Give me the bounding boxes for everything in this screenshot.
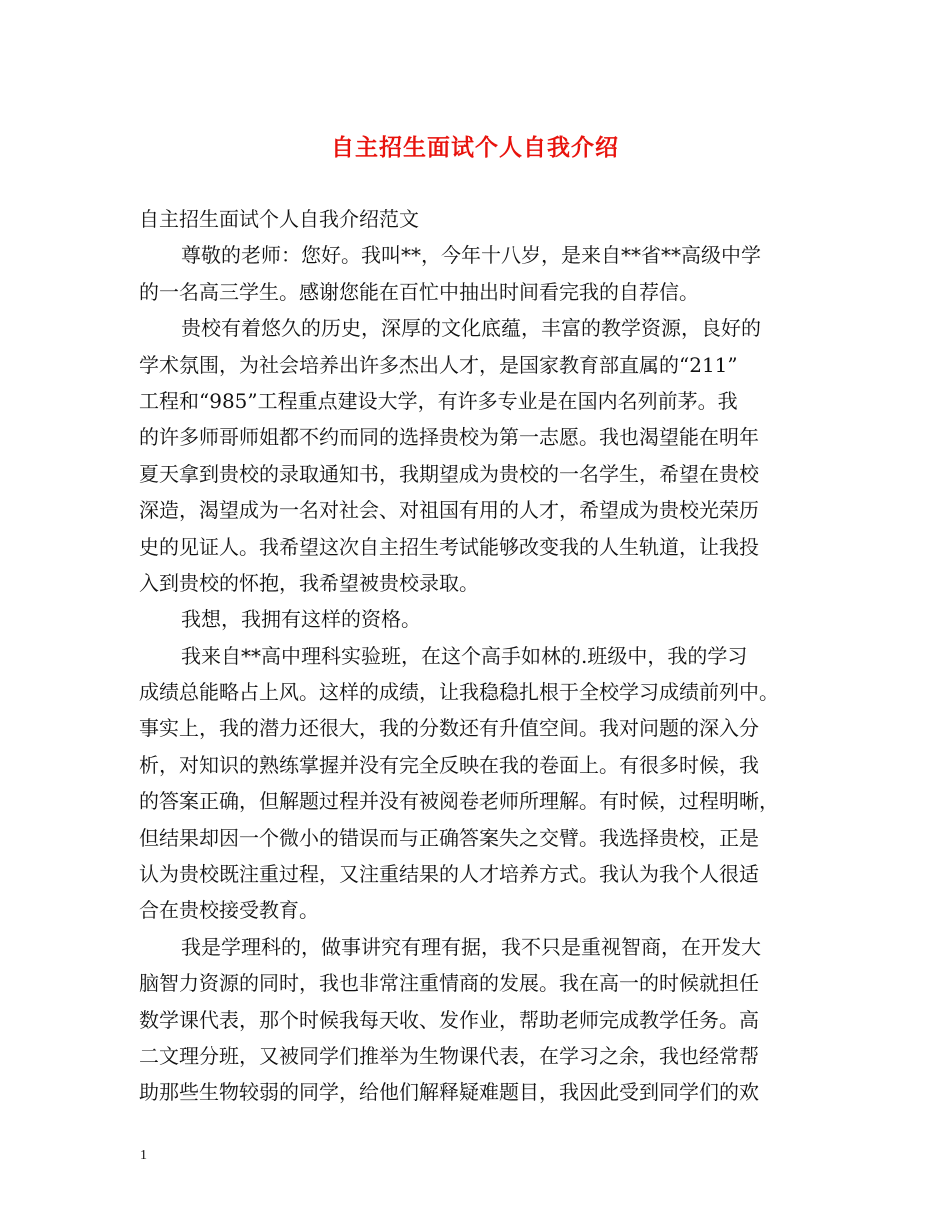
text-line: 脑智力资源的同时，我也非常注重情商的发展。我在高一的时候就担任 [139, 971, 759, 996]
text-line: 我想，我拥有这样的资格。 [181, 607, 421, 632]
text-line: 我来自**高中理科实验班，在这个高手如林的.班级中，我的学习 [181, 643, 748, 668]
text-line: 工程和“985”工程重点建设大学，有许多专业是在国内名列前茅。我 [139, 388, 738, 413]
text-line: 成绩总能略占上风。这样的成绩，让我稳稳扎根于全校学习成绩前列中。 [139, 680, 779, 705]
text-line: 学术氛围，为社会培养出许多杰出人才，是国家教育部直属的“211” [139, 352, 738, 377]
text-line: 合在贵校接受教育。 [139, 898, 319, 923]
text-line: 我是学理科的，做事讲究有理有据，我不只是重视智商，在开发大 [181, 934, 761, 959]
document-body [139, 201, 815, 1111]
text-line: 但结果却因一个微小的错误而与正确答案失之交臂。我选择贵校，正是 [139, 825, 759, 850]
text-line: 助那些生物较弱的同学，给他们解释疑难题目，我因此受到同学们的欢 [139, 1080, 759, 1105]
text-line: 尊敬的老师：您好。我叫**，今年十八岁，是来自**省**高级中学 [181, 243, 761, 268]
text-line: 的许多师哥师姐都不约而同的选择贵校为第一志愿。我也渴望能在明年 [139, 425, 759, 450]
page-number: 1 [140, 1148, 147, 1163]
text-line: 史的见证人。我希望这次自主招生考试能够改变我的人生轨道，让我投 [139, 534, 759, 559]
text-line: 的答案正确，但解题过程并没有被阅卷老师所理解。有时候，过程明晰， [139, 789, 779, 814]
text-line: 数学课代表，那个时候我每天收、发作业，帮助老师完成教学任务。高 [139, 1007, 759, 1032]
text-line: 事实上，我的潜力还很大，我的分数还有升值空间。我对问题的深入分 [139, 716, 759, 741]
text-line: 贵校有着悠久的历史，深厚的文化底蕴，丰富的教学资源，良好的 [181, 316, 761, 341]
text-line: 析，对知识的熟练掌握并没有完全反映在我的卷面上。有很多时候，我 [139, 752, 759, 777]
text-line: 夏天拿到贵校的录取通知书，我期望成为贵校的一名学生，希望在贵校 [139, 461, 759, 486]
page-title: 自主招生面试个人自我介绍 [331, 135, 619, 161]
text-line: 自主招生面试个人自我介绍范文 [139, 207, 419, 231]
text-line: 入到贵校的怀抱，我希望被贵校录取。 [139, 570, 479, 595]
text-line: 的一名高三学生。感谢您能在百忙中抽出时间看完我的自荐信。 [139, 279, 699, 304]
text-line: 深造，渴望成为一名对社会、对祖国有用的人才，希望成为贵校光荣历 [139, 498, 759, 523]
text-line: 认为贵校既注重过程，又注重结果的人才培养方式。我认为我个人很适 [139, 862, 759, 887]
text-line: 二文理分班，又被同学们推举为生物课代表，在学习之余，我也经常帮 [139, 1043, 759, 1068]
